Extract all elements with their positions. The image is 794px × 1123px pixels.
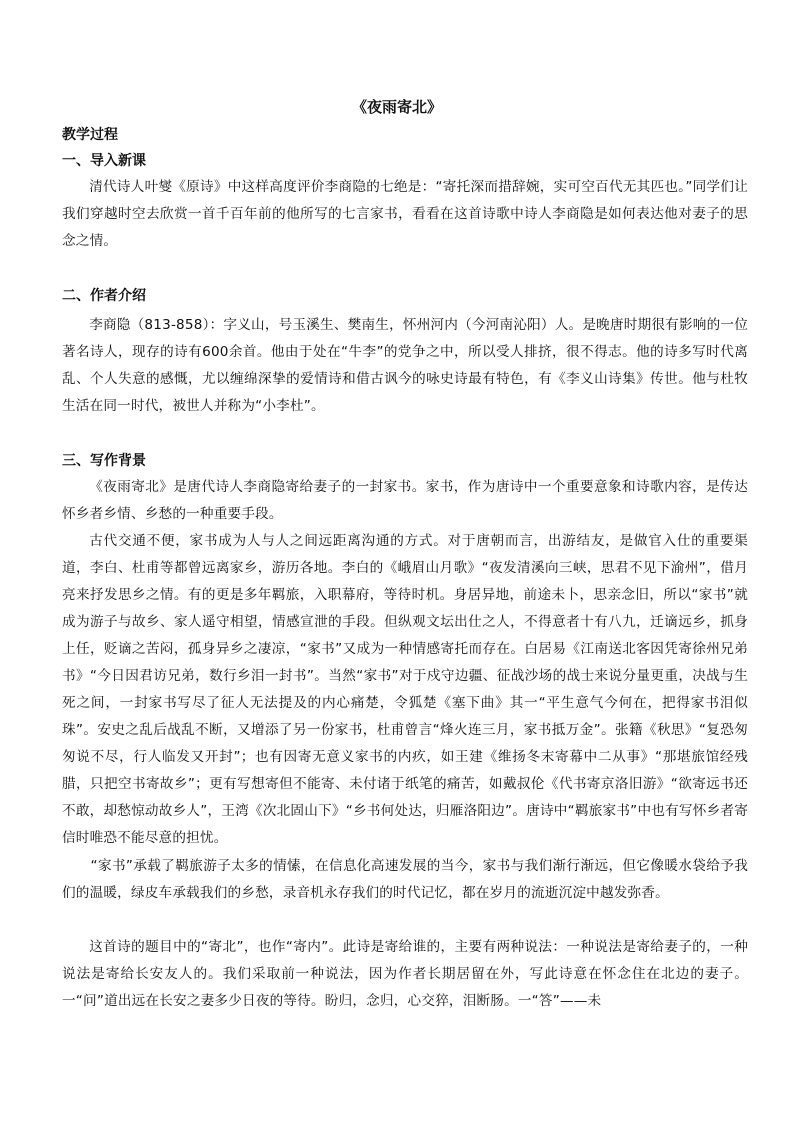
section-heading-background: 三、写作背景 <box>62 453 146 469</box>
paragraph-background-2: 古代交通不便，家书成为人与人之间远距离沟通的方式。对于唐朝而言，出游结友，是做官入仕的重要渠道，李白、杜甫等都曾远离家乡，游历各地。李白的《峨眉山月歌》“夜发清溪向三峡，思君不见下渝州”，借月亮来抒发思乡之情。有的更是多年羁旅，入职幕府，等待时机。身居异地，前途未卜，思亲念旧，所以“家书”就成为游子与故乡、家人遥守相望，情感宣泄的手段。但纵观文坛出仕之人，不得意者十有八九，迁谪远乡，抓身上任，贬谪之苦闷，孤身异乡之凄凉，“家书”又成为一种情感寄托而存在。白居易《江南送北客因凭寄徐州兄弟书》“今日因君访兄弟，数行乡泪一封书”。当然“家书”对于戍守边疆、征战沙场的战士来说分量更重，决战与生死之间，一封家书写尽了征人无法提及的内心痛楚，令狐楚《塞下曲》其一“平生意气今何在，把得家书泪似珠”。安史之乱后战乱不断，又增添了另一份家书，杜甫曾言“烽火连三月，家书抵万金”。张籍《秋思》“复恐匆匆说不尽，行人临发又开封”；也有因寄无意义家书的内疚，如王建《维扬冬末寄幕中二从事》“那堪旅馆经残腊，只把空书寄故乡”；更有写想寄但不能寄、未付诸于纸笔的痛苦，如戴叔伦《代书寄京洛旧游》“欲寄远书还不敢，却愁惊动故乡人”，王湾《次北固山下》“乡书何处达，归雁洛阳边”。唐诗中“羁旅家书”中也有写怀乡者寄信时唯恐不能尽意的担忧。 <box>62 533 748 846</box>
paragraph-background-4: 这首诗的题目中的“寄北”，也作“寄内”。此诗是寄给谁的，主要有两种说法：一种说法是寄给妻子的，一种说法是寄给长安友人的。我们采取前一种说法，因为作者长期居留在外，写此诗意在怀念住在北边的妻子。一“问”道出远在长安之妻多少日夜的等待。盼归，念归，心交猝，泪断肠。一“答”——未 <box>62 939 748 1009</box>
document-title: 《夜雨寄北》 <box>351 98 442 116</box>
paragraph-background-3: “家书”承载了羁旅游子太多的情愫，在信息化高速发展的当今，家书与我们渐行渐远，但它像暖水袋给予我们的温暖，绿皮车承载我们的乡愁，录音机永存我们的时代记忆，都在岁月的流逝沉淀中越发弥香。 <box>62 858 748 901</box>
section-heading-author: 二、作者介绍 <box>62 288 146 304</box>
paragraph-background-1: 《夜雨寄北》是唐代诗人李商隐寄给妻子的一封家书。家书，作为唐诗中一个重要意象和诗歌内容，是传达怀乡者乡情、乡愁的一种重要手段。 <box>62 479 748 522</box>
paragraph-author: 李商隐（813-858）：字义山，号玉溪生、樊南生，怀州河内（今河南沁阳）人。是晚唐时期很有影响的一位著名诗人，现存的诗有600余首。他由于处在“牛李”的党争之中，所以受人排挤，很不得志。他的诗多写时代离乱、个人失意的感慨，尤以缠绵深挚的爱情诗和借古讽今的咏史诗最有特色，有《李义山诗集》传世。他与杜牧生活在同一时代，被世人并称为“小李杜”。 <box>62 317 748 414</box>
section-label: 教学过程 <box>62 127 118 143</box>
section-heading-intro: 一、导入新课 <box>62 153 146 169</box>
paragraph-intro: 清代诗人叶燮《原诗》中这样高度评价李商隐的七绝是：“寄托深而措辞婉，实可空百代无其匹也。”同学们让我们穿越时空去欣赏一首千百年前的他所写的七言家书，看看在这首诗歌中诗人李商隐是如何表达他对妻子的思念之情。 <box>62 179 748 249</box>
